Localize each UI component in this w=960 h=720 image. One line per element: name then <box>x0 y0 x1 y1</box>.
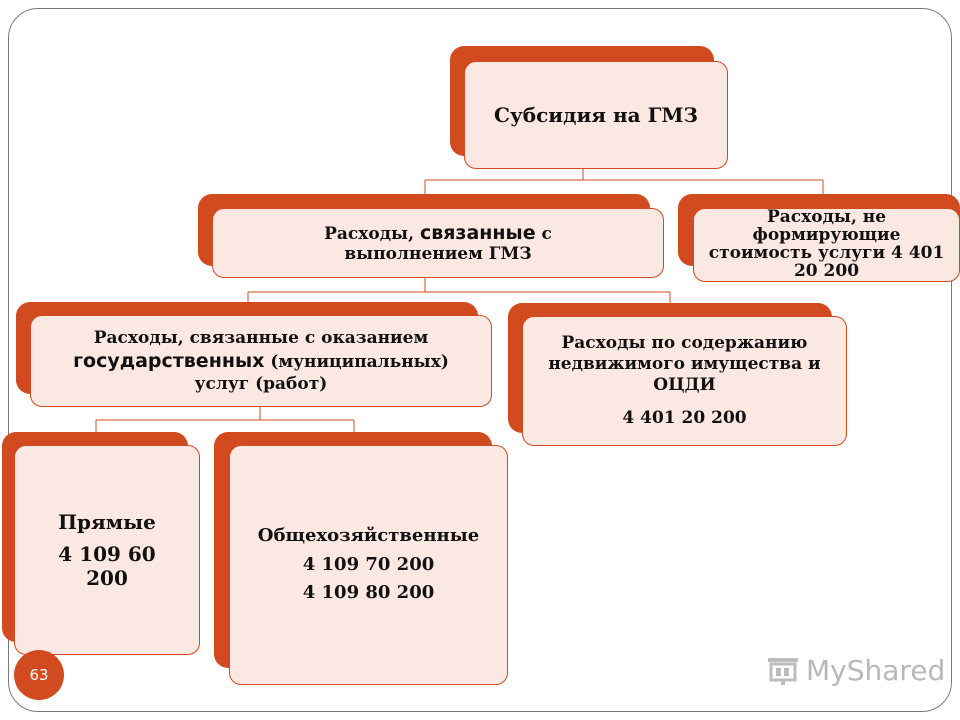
level1-left-line1: Расходы, связанные с <box>324 222 552 244</box>
level1-right-text: Расходы, не формирующие стоимость услуги 4 401 20 200 <box>708 207 945 281</box>
level2-left-line3: услуг (работ) <box>194 374 328 395</box>
slide-number-badge <box>14 650 64 700</box>
level3-right-label: Общехозяйственные <box>257 524 480 546</box>
watermark-logo <box>766 654 945 687</box>
level2-right-text: Расходы по содержанию недвижимого имущества и ОЦДИ <box>548 332 821 395</box>
slide-number: 63 <box>29 666 49 684</box>
level1-left-line2: выполнением ГМЗ <box>344 244 532 264</box>
level2-left-line1: Расходы, связанные с оказанием <box>93 327 429 348</box>
level3-left-code: 4 109 60 200 <box>58 542 156 590</box>
level3-left-label: Прямые <box>58 510 156 534</box>
root-label: Субсидия на ГМЗ <box>494 103 698 127</box>
connector-level2 <box>96 406 354 434</box>
level2-left-line2: государственных (муниципальных) <box>73 349 449 372</box>
watermark-text: MyShared <box>806 654 946 687</box>
projector-icon <box>766 656 800 686</box>
level3-right-code2: 4 109 80 200 <box>302 582 435 604</box>
level2-right-code: 4 401 20 200 <box>622 408 747 429</box>
level3-right-code1: 4 109 70 200 <box>302 553 435 575</box>
